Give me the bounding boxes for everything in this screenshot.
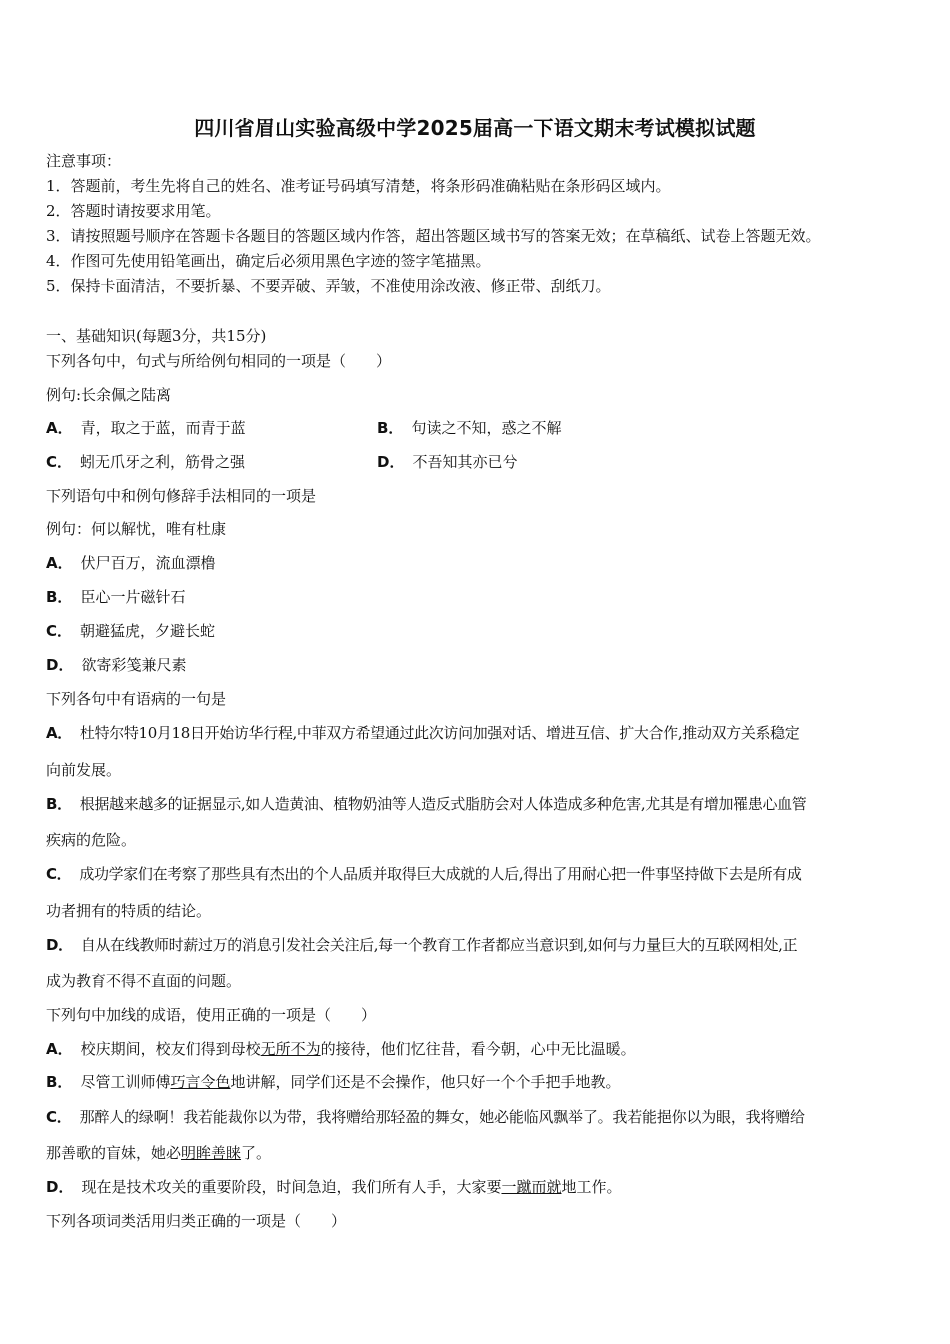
option-d [46,935,797,955]
option-a [46,418,246,438]
option-label: B． [46,588,73,606]
option-text: 尽管工训师傅 [80,1073,171,1091]
option-label: A． [46,724,72,742]
option-text: 校庆期间，校友们得到母校 [80,1040,261,1058]
option-c [46,864,802,884]
option-text: 了。 [241,1144,272,1162]
option-label: C． [46,865,72,883]
underlined-idiom: 巧言令色 [170,1073,231,1091]
option-d [46,655,186,675]
question-example: 例句:长余佩之陆离 [46,386,172,404]
option-text-cont: 向前发展。 [46,761,122,779]
option-d [377,452,517,472]
option-text-cont: 功者拥有的特质的结论。 [46,902,212,920]
underlined-idiom: 无所不为 [260,1040,321,1058]
underlined-idiom: 明眸善睐 [181,1144,242,1162]
section-heading: 一、基础知识(每题3分，共15分) [46,327,267,345]
option-c [46,621,215,641]
option-c [46,452,245,472]
option-a [46,553,216,573]
question-stem: 下列各句中，句式与所给例句相同的一项是（ ） [46,352,392,370]
notice-heading: 注意事项： [46,152,122,170]
option-text-cont [46,1143,271,1163]
option-label: C． [46,622,73,640]
option-text: 地工作。 [561,1178,622,1196]
option-a [46,1039,636,1059]
notice-item: 3．请按照题号顺序在答题卡各题目的答题区域内作答，超出答题区域书写的答案无效；在草稿纸、试卷上答题无效。 [46,227,821,245]
option-label: C． [46,453,73,471]
option-label: D． [46,656,74,674]
question-stem: 下列句中加线的成语，使用正确的一项是（ ） [46,1006,377,1024]
option-text: 欲寄彩笺兼尺素 [81,656,187,674]
option-text: 那善歌的盲妹，她必 [46,1144,182,1162]
option-text: 成功学家们在考察了那些具有杰出的个人品质并取得巨大成就的人后,得出了用耐心把一件事坚持做下去是所有成 [79,865,802,883]
option-text: 伏尸百万，流血漂橹 [80,554,216,572]
question-stem: 下列各项词类活用归类正确的一项是（ ） [46,1212,347,1230]
option-text: 朝避猛虎，夕避长蛇 [80,622,216,640]
option-text: 自从在线教师时薪过万的消息引发社会关注后,每一个教育工作者都应当意识到,如何与力量巨大的互联网相处,正 [80,936,798,954]
option-text: 蚓无爪牙之利，筋骨之强 [80,453,246,471]
option-text: 杜特尔特10月18日开始访华行程,中菲双方希望通过此次访问加强对话、增进互信、扩大合作,推动双方关系稳定 [79,724,800,742]
option-text: 不吾知其亦已兮 [412,453,518,471]
option-label: D． [46,936,73,954]
option-text: 根据越来越多的证据显示,如人造黄油、植物奶油等人造反式脂肪会对人体造成多种危害,尤其是有增加罹患心血管 [79,795,807,813]
notice-item: 1．答题前，考生先将自己的姓名、准考证号码填写清楚，将条形码准确粘贴在条形码区域内。 [46,177,671,195]
option-label: C． [46,1108,72,1126]
option-d [46,1177,622,1197]
option-b [46,1072,620,1092]
option-c [46,1107,805,1127]
question-stem: 下列各句中有语病的一句是 [46,690,227,708]
option-label: A． [46,419,73,437]
notice-item: 2．答题时请按要求用笔。 [46,202,221,220]
notice-item: 4．作图可先使用铅笔画出，确定后必须用黑色字迹的签字笔描黑。 [46,252,491,270]
option-text-cont: 疾病的危险。 [46,831,137,849]
option-label: B． [377,419,404,437]
option-label: A． [46,554,73,572]
option-text: 现在是技术攻关的重要阶段，时间急迫，我们所有人手，大家要 [81,1178,502,1196]
option-label: A． [46,1040,73,1058]
page-title: 四川省眉山实验高级中学2025届高一下语文期末考试模拟试题 [194,116,756,140]
question-stem: 下列语句中和例句修辞手法相同的一项是 [46,487,317,505]
question-example: 例句：何以解忧，唯有杜康 [46,520,227,538]
option-b [377,418,561,438]
option-text: 臣心一片磁针石 [80,588,186,606]
underlined-idiom: 一蹴而就 [501,1178,562,1196]
option-b [46,587,185,607]
option-text: 那醉人的绿啊！我若能裁你以为带，我将赠给那轻盈的舞女，她必能临风飘举了。我若能挹你以为眼，我将赠给 [79,1108,805,1126]
option-text: 句读之不知，惑之不解 [411,419,562,437]
option-text: 地讲解，同学们还是不会操作，他只好一个个手把手地教。 [230,1073,621,1091]
option-a [46,723,799,743]
option-text: 的接待，他们忆往昔，看今朝，心中无比温暖。 [320,1040,636,1058]
option-label: D． [46,1178,74,1196]
option-label: B． [46,795,72,813]
notice-item: 5．保持卡面清洁，不要折暴、不要弄破、弄皱，不准使用涂改液、修正带、刮纸刀。 [46,277,611,295]
option-text-cont: 成为教育不得不直面的问题。 [46,972,242,990]
option-label: D． [377,453,405,471]
option-label: B． [46,1073,73,1091]
option-b [46,794,806,814]
option-text: 青，取之于蓝，而青于蓝 [80,419,246,437]
